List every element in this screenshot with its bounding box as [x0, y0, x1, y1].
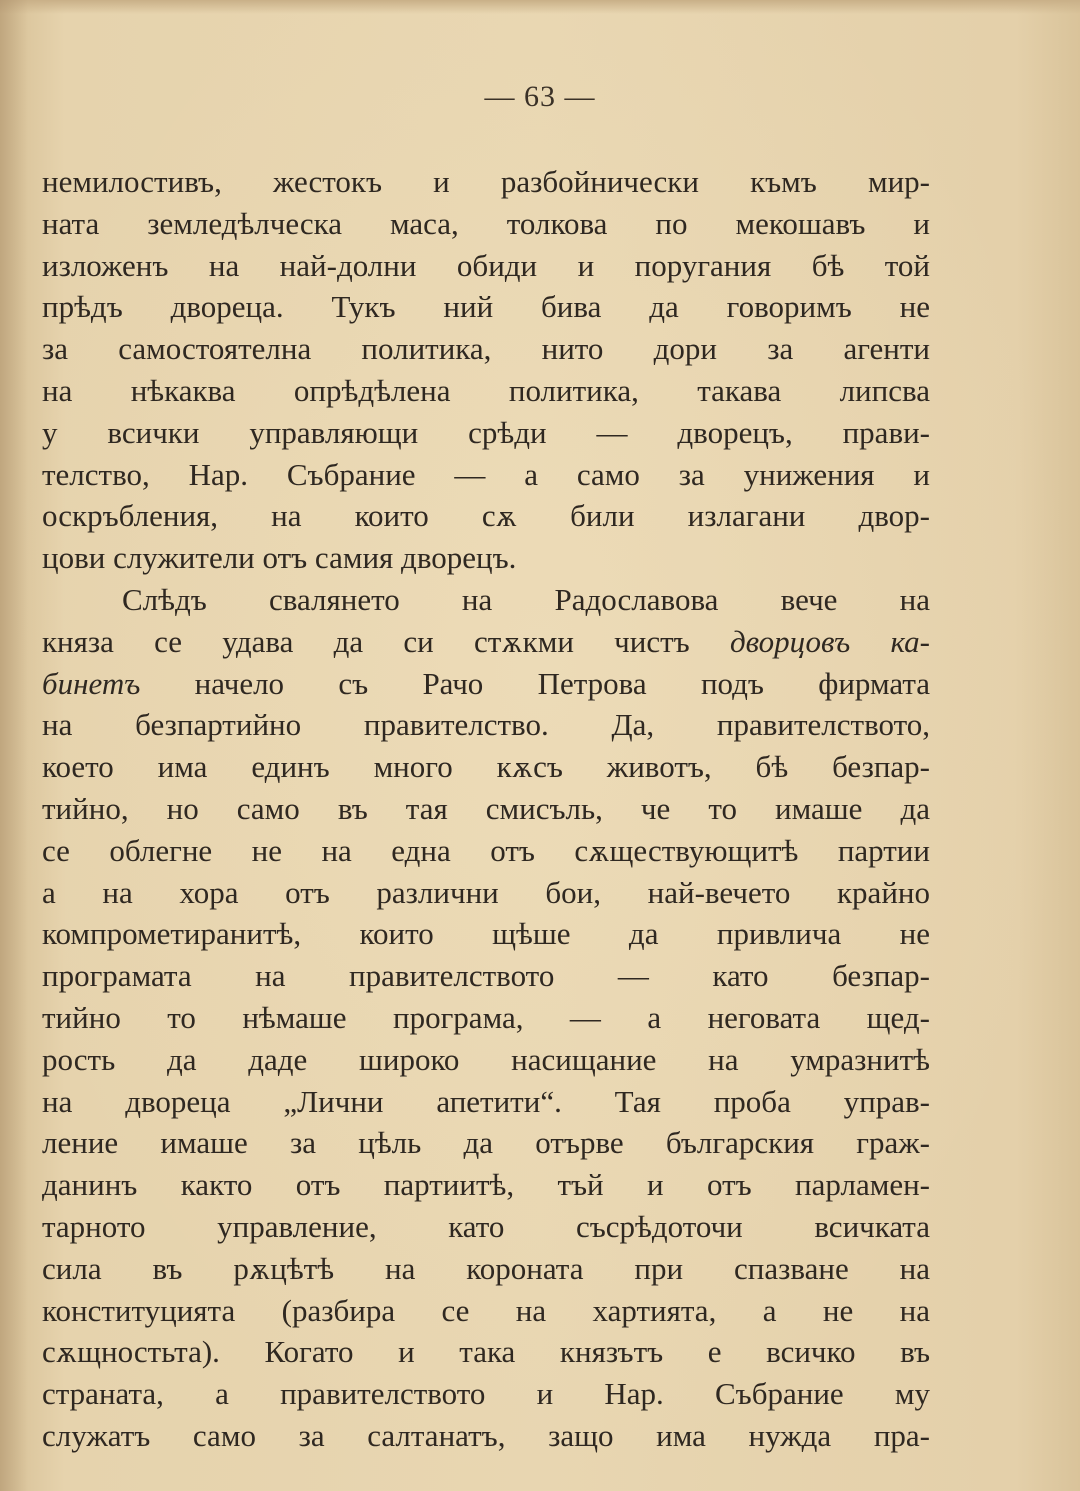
text-line: оскръбления, на които сѫ били излагани двор- [42, 498, 930, 534]
text-span: князa се удава да си стѫкми чистъ [42, 623, 690, 659]
page-number: — 63 — [484, 80, 596, 113]
text-line: сѫщностьта). Когато и така князътъ е всичко въ [42, 1334, 930, 1370]
text-line: се облегне не на една отъ сѫществующитѣ партии [42, 832, 930, 868]
text-line: а на хора отъ различни бои, най-вечето крайно [42, 874, 930, 910]
text-line: на двореца „Лични апетити“. Тая проба управ- [42, 1083, 930, 1119]
text-line: немилостивъ, жестокъ и разбойнически къмъ мир- [42, 164, 930, 199]
italic-phrase: бинетъ [42, 665, 141, 701]
text-line: компрометиранитѣ, които щѣше да привлича не [42, 916, 930, 952]
text-line: цови служители отъ самия дворецъ. [42, 540, 517, 576]
text-span: начело съ Рачо Петрова подъ фирмата [194, 665, 930, 701]
text-line: рость да даде широко насищание на умразнитѣ [42, 1041, 930, 1077]
text-line: програмата на правителството — като безпар- [42, 958, 930, 994]
text-line: служатъ само за салтанатъ, защо има нужда пра- [42, 1417, 930, 1453]
text-line: конституцията (разбира се на хартията, а не на [42, 1292, 930, 1328]
text-line: което има единъ много кѫсъ животъ, бѣ безпар- [42, 749, 930, 785]
text-line: у всички управляющи срѣди — дворецъ, прави- [42, 414, 930, 450]
text-line: страната, а правителството и Нар. Събрание му [42, 1376, 930, 1412]
text-line: прѣдъ двореца. Тукъ ний бива да говоримъ не [42, 289, 930, 325]
text-line: сила въ рѫцѣтѣ на короната при спазване на [42, 1250, 930, 1286]
body-text [42, 161, 930, 1457]
text-line: на нѣкаква опрѣдѣлена политика, такава липсва [42, 372, 930, 408]
page-spine-shadow [0, 0, 28, 1491]
text-line: ление имаше за цѣль да отърве българския граж- [42, 1125, 930, 1161]
text-line: за самостоятелна политика, нито дори за агенти [42, 331, 930, 367]
text-line: телство, Нар. Събрание — а само за унижения и [42, 456, 930, 492]
text-line: тийно то нѣмаше програма, — а неговата щед- [42, 999, 930, 1035]
text-line-with-italic [42, 663, 930, 705]
text-line: на безпартийно правителство. Да, правителството, [42, 707, 930, 743]
italic-phrase: дворцовъ ка- [729, 623, 930, 659]
paragraph-start-line: Слѣдъ свалянето на Радославова вече на [122, 581, 930, 617]
page-top-edge [0, 0, 1080, 14]
text-line: тийно, но само въ тая смисъль, че то имаше да [42, 790, 930, 826]
text-line: тарното управление, като съсрѣдоточи всичката [42, 1208, 930, 1244]
text-line: ната земледѣлческа маса, толкова по мекошавъ и [42, 205, 930, 241]
text-line-with-italic [42, 621, 930, 663]
text-line: данинъ както отъ партиитѣ, тъй и отъ парламен- [42, 1167, 930, 1203]
text-line: изложенъ на най-долни обиди и поругания бѣ той [42, 247, 930, 283]
